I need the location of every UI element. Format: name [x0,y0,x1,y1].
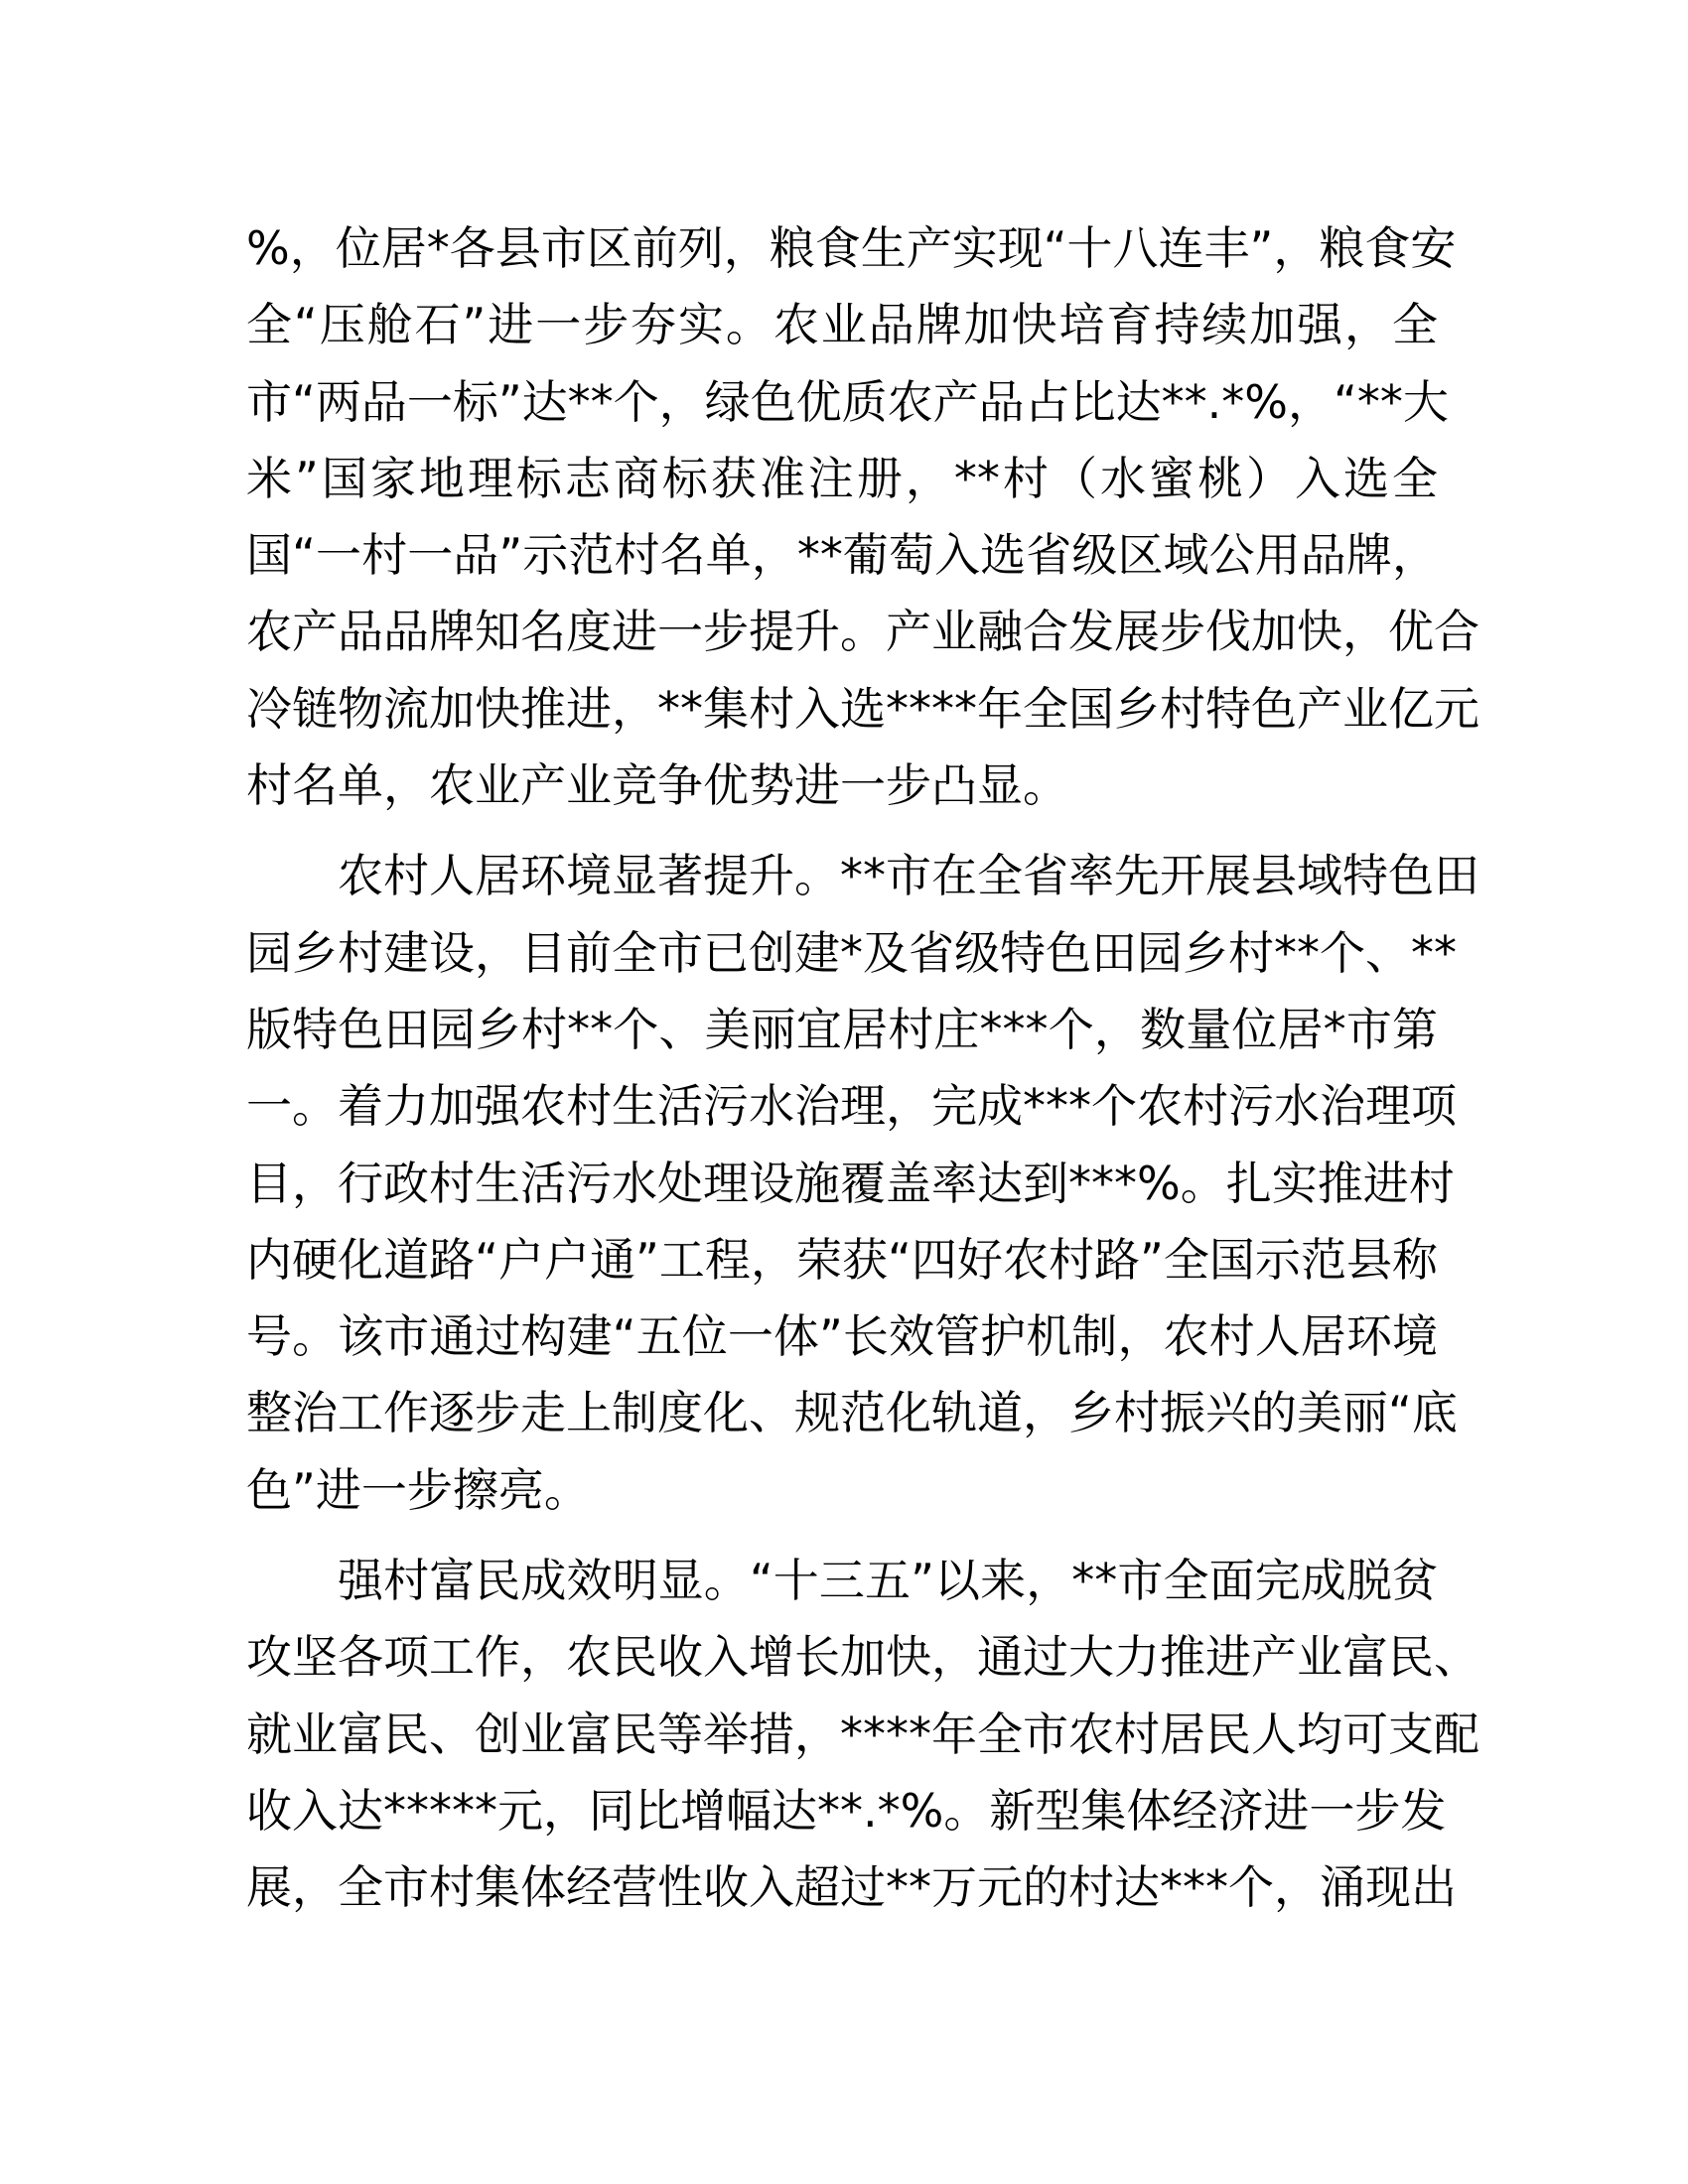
text-line: 展，全市村集体经营性收入超过**万元的村达***个，涌现出 [246,1860,1457,1915]
text-line: 色”进一步擦亮。 [246,1462,590,1517]
text-line: 国“一村一品”示范村名单，**葡萄入选省级区域公用品牌， [246,528,1438,583]
text-line: 冷链物流加快推进，**集村入选****年全国乡村特色产业亿元 [246,681,1479,736]
paragraph-rural-environment [246,838,1479,1529]
text-line: 目，行政村生活污水处理设施覆盖率达到***%。扎实推进村 [246,1156,1455,1210]
text-line: 市“两品一标”达**个，绿色优质农产品占比达**.*%，“**大 [246,374,1449,429]
text-line: %，位居*各县市区前列，粮食生产实现“十八连丰”，粮食安 [246,221,1457,275]
text-line: 版特色田园乡村**个、美丽宜居村庄***个，数量位居*市第 [246,1002,1438,1056]
text-line: 全“压舱石”进一步夯实。农业品牌加快培育持续加强，全 [246,298,1438,352]
text-line: 就业富民、创业富民等举措，****年全市农村居民人均可支配 [246,1706,1479,1761]
text-line: 号。该市通过构建“五位一体”长效管护机制，农村人居环境 [246,1309,1438,1364]
text-line: 农村人居环境显著提升。**市在全省率先开展县域特色田 [338,849,1479,903]
text-line: 内硬化道路“户户通”工程，荣获“四好农村路”全国示范县称 [246,1232,1438,1287]
text-line: 村名单，农业产业竞争优势进一步凸显。 [246,758,1068,813]
paragraph-rich-villages [246,1543,1479,1926]
text-line: 攻坚各项工作，农民收入增长加快，通过大力推进产业富民、 [246,1630,1479,1685]
text-line: 强村富民成效明显。“十三五”以来，**市全面完成脱贫 [338,1554,1438,1608]
text-line: 农产品品牌知名度进一步提升。产业融合发展步伐加快，优合 [246,605,1479,659]
paragraph-grain-and-brand [246,210,1479,824]
text-line: 收入达*****元，同比增幅达**.*%。新型集体经济进一步发 [246,1783,1447,1838]
body-text [246,210,1479,1941]
text-line: 整治工作逐步走上制度化、规范化轨道，乡村振兴的美丽“底 [246,1386,1458,1440]
text-line: 米”国家地理标志商标获准注册，**村（水蜜桃）入选全 [246,451,1438,505]
text-line: 一。着力加强农村生活污水治理，完成***个农村污水治理项 [246,1079,1457,1134]
text-line: 园乡村建设，目前全市已创建*及省级特色田园乡村**个、** [246,925,1457,980]
